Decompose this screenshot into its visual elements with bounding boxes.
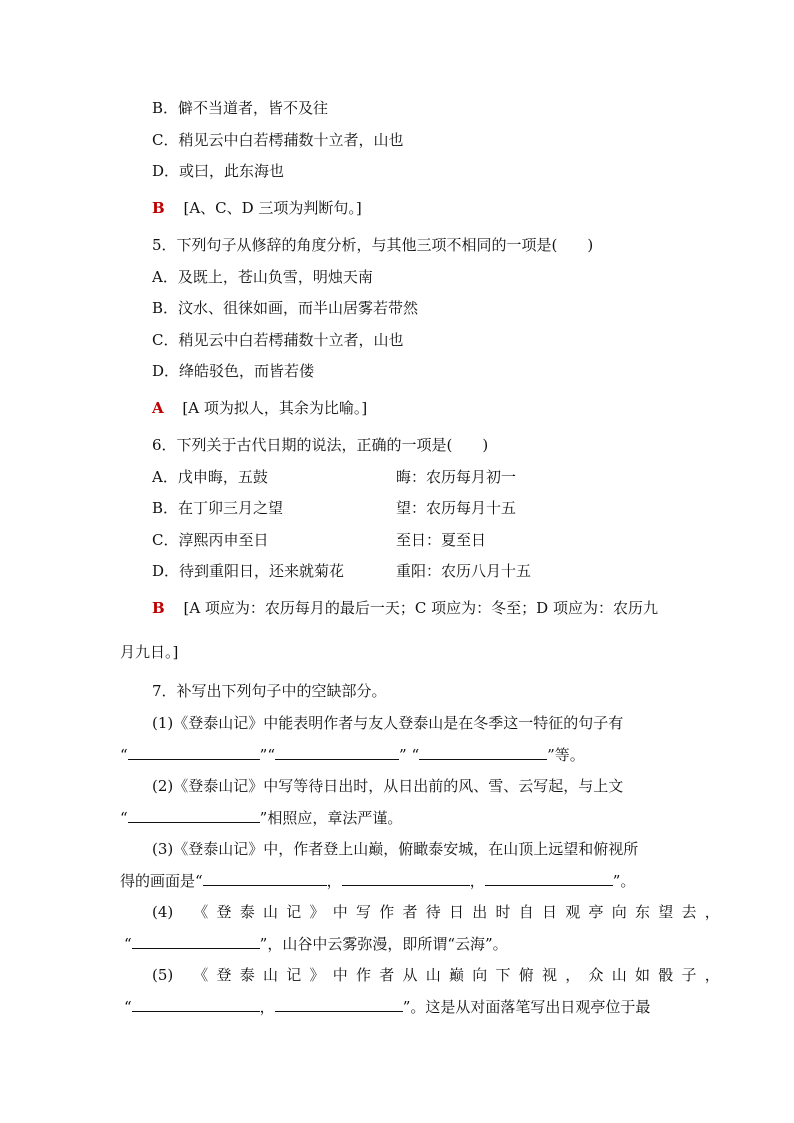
- q4-answer: [152, 198, 362, 218]
- q6-row: [152, 498, 752, 518]
- q6-row-note: 至日：夏至日: [396, 531, 487, 549]
- q7-item-4: (4) 《登泰山记》中写作者待日出时自日观亭向东望去，: [152, 903, 729, 921]
- q6-answer-explanation-line1: [A 项应为：农历每月的最后一天；C 项应为：冬至；D 项应为：农历九: [183, 599, 658, 617]
- answer-blank[interactable]: [485, 870, 613, 886]
- q5-answer-letter: A: [152, 399, 164, 417]
- q5-answer-explanation: [A 项为拟人，其余为比喻。]: [182, 399, 368, 417]
- q6-row: [152, 467, 752, 487]
- q6-answer: [152, 598, 658, 618]
- answer-blank[interactable]: [203, 870, 327, 886]
- q6-stem: 6．下列关于古代日期的说法，正确的一项是( ): [152, 436, 489, 454]
- answer-blank[interactable]: [419, 744, 547, 760]
- q4-option-b: B．僻不当道者，皆不及往: [152, 99, 329, 117]
- answer-blank[interactable]: [275, 744, 399, 760]
- q4-answer-explanation: [A、C、D 三项为判断句。]: [183, 199, 362, 217]
- q4-answer-letter: B: [152, 199, 165, 217]
- answer-blank[interactable]: [275, 996, 403, 1012]
- q5-option-b: B．汶水、徂徕如画，而半山居雾若带然: [152, 299, 419, 317]
- answer-blank[interactable]: [342, 870, 470, 886]
- q7-item-1: (1)《登泰山记》中能表明作者与友人登泰山是在冬季这一特征的句子有: [152, 714, 624, 732]
- q4-option-c: C．稍见云中白若樗蒱数十立者，山也: [152, 131, 404, 149]
- answer-blank[interactable]: [128, 807, 260, 823]
- q6-row-note: 望：农历每月十五: [396, 499, 517, 517]
- q7-item-3-blanks: 得的画面是“ ， ， ”。: [120, 872, 636, 890]
- q7-item-2: (2)《登泰山记》中写等待日出时，从日出前的风、雪、云写起，与上文: [152, 777, 624, 795]
- q5-option-a: A．及既上，苍山负雪，明烛天南: [152, 268, 373, 286]
- q6-row-note: 晦：农历每月初一: [396, 468, 517, 486]
- q5-answer: [152, 398, 367, 418]
- answer-blank[interactable]: [132, 933, 260, 949]
- q5-option-c: C．稍见云中白若樗蒱数十立者，山也: [152, 331, 404, 349]
- q7-stem: 7．补写出下列句子中的空缺部分。: [152, 682, 387, 700]
- q6-row-option: C．淳熙丙申至日: [152, 531, 269, 549]
- q6-row-option: A．戊申晦，五鼓: [152, 468, 268, 486]
- q6-answer-letter: B: [152, 599, 165, 617]
- q4-option-d: D．或曰，此东海也: [152, 162, 285, 180]
- answer-blank[interactable]: [128, 744, 260, 760]
- q7-item-4-blanks: “ ”，山谷中云雾弥漫，即所谓“云海”。: [124, 935, 508, 953]
- q6-row: [152, 530, 752, 550]
- q7-item-3: (3)《登泰山记》中，作者登上山巅，俯瞰泰安城，在山顶上远望和俯视所: [152, 840, 639, 858]
- q6-answer-explanation-line2: 月九日。]: [120, 643, 179, 661]
- answer-blank[interactable]: [132, 996, 260, 1012]
- q7-item-5: (5) 《登泰山记》中作者从山巅向下俯视，众山如骰子，: [152, 966, 729, 984]
- q6-row: [152, 561, 752, 581]
- q6-row-note: 重阳：农历八月十五: [396, 562, 532, 580]
- q7-item-5-blanks: “ ， ”。这是从对面落笔写出日观亭位于最: [124, 998, 651, 1016]
- q7-item-1-blanks: “ ”“ ” “ ”等。: [120, 746, 585, 764]
- q5-stem: 5．下列句子从修辞的角度分析，与其他三项不相同的一项是( ): [152, 236, 594, 254]
- q5-option-d: D．绛皓驳色，而皆若偻: [152, 362, 315, 380]
- q6-row-option: B．在丁卯三月之望: [152, 499, 284, 517]
- q7-item-2-blanks: “ ”相照应，章法严谨。: [120, 809, 403, 827]
- q6-row-option: D．待到重阳日，还来就菊花: [152, 562, 345, 580]
